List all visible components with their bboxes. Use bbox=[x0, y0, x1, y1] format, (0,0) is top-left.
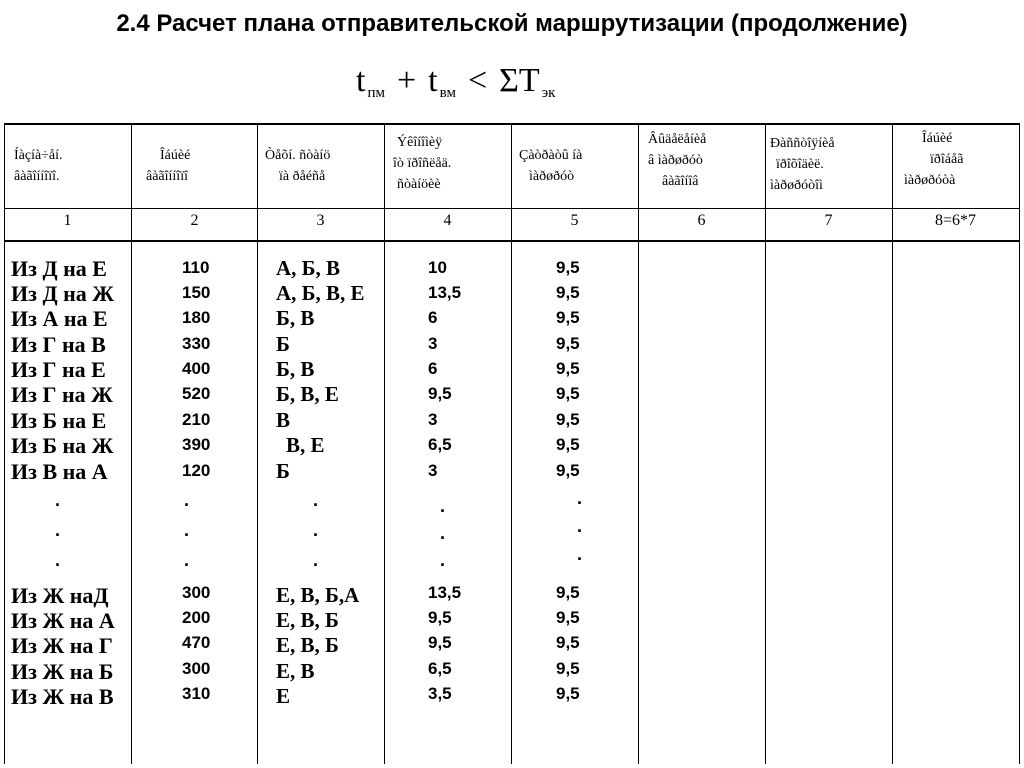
cell-cost: 9,5 bbox=[556, 461, 580, 480]
cell-cost: 9,5 bbox=[556, 608, 580, 627]
cell-stations: Б, В bbox=[276, 306, 315, 330]
cell-destination: Из Ж на Г bbox=[11, 633, 113, 658]
cell-volume: 110 bbox=[182, 258, 210, 277]
cell-economy: 6,5 bbox=[428, 659, 452, 678]
cell-stations: Б, В bbox=[276, 357, 315, 381]
col-number-2: 2 bbox=[190, 212, 199, 229]
cell-volume: 470 bbox=[182, 633, 211, 652]
cell-stations: Е, В, Б bbox=[276, 608, 339, 632]
table-row bbox=[0, 633, 1024, 659]
cell-economy: 9,5 bbox=[428, 633, 452, 652]
cell-stations: Е, В, Б bbox=[276, 633, 339, 657]
cell-stations: Е, В, Б,А bbox=[276, 583, 360, 607]
ellipsis-dot: . bbox=[440, 523, 446, 543]
formula-sum-t-ek: ΣТ $_{эк}$ bbox=[499, 62, 556, 101]
col-header-4: Ýêîíîìèÿ îò ïðîñëåä. ñòàíöèè bbox=[393, 135, 452, 192]
cell-stations: В, Е bbox=[286, 433, 325, 457]
table-row bbox=[0, 382, 1024, 408]
cell-stations: А, Б, В, Е bbox=[276, 281, 365, 305]
col-number-1: 1 bbox=[63, 212, 72, 229]
ellipsis-dot: . bbox=[577, 544, 583, 564]
cell-destination: Из Б на Ж bbox=[11, 433, 114, 458]
cell-stations: В bbox=[276, 408, 291, 432]
col-number-8: 8=6*7 bbox=[934, 212, 977, 229]
cell-destination: Из Д на Е bbox=[11, 256, 107, 281]
cell-economy: 6 bbox=[428, 308, 438, 327]
ellipsis-dot: . bbox=[440, 550, 446, 570]
table-row bbox=[0, 608, 1024, 634]
cell-stations: Б, В, Е bbox=[276, 382, 339, 406]
table-row bbox=[0, 357, 1024, 383]
col-number-6: 6 bbox=[697, 212, 706, 229]
cell-volume: 300 bbox=[182, 583, 211, 602]
cell-volume: 150 bbox=[182, 283, 211, 302]
table-border-top bbox=[4, 123, 1020, 125]
cell-volume: 180 bbox=[182, 308, 211, 327]
table-row bbox=[0, 281, 1024, 307]
formula bbox=[356, 62, 555, 112]
numbers-divider bbox=[4, 240, 1020, 242]
cell-cost: 9,5 bbox=[556, 410, 580, 429]
ellipsis-dot: . bbox=[440, 496, 446, 516]
cell-destination: Из Д на Ж bbox=[11, 281, 115, 306]
ellipsis-dot: . bbox=[577, 488, 583, 508]
cell-volume: 330 bbox=[182, 334, 211, 353]
col-header-6: Âûäåëåíèå â ìàðøðóò âàãîíîâ bbox=[648, 132, 707, 189]
cell-economy: 3 bbox=[428, 461, 438, 480]
cell-economy: 3 bbox=[428, 410, 438, 429]
formula-t-vm: t $_{вм}$ bbox=[428, 62, 456, 101]
ellipsis-dot: . bbox=[577, 516, 583, 536]
ellipsis-dot: . bbox=[184, 520, 190, 540]
cell-stations: Б bbox=[276, 459, 290, 483]
cell-economy: 9,5 bbox=[428, 608, 452, 627]
table-row bbox=[0, 433, 1024, 459]
table-row bbox=[0, 583, 1024, 609]
cell-cost: 9,5 bbox=[556, 359, 580, 378]
cell-destination: Из В на А bbox=[11, 459, 108, 484]
cell-destination: Из А на Е bbox=[11, 306, 108, 331]
table-row bbox=[0, 684, 1024, 710]
cell-volume: 300 bbox=[182, 659, 211, 678]
cell-volume: 520 bbox=[182, 384, 211, 403]
cell-cost: 9,5 bbox=[556, 308, 580, 327]
formula-t-pm: t $_{пм}$ bbox=[356, 62, 385, 101]
cell-volume: 210 bbox=[182, 410, 211, 429]
cell-destination: Из Г на Ж bbox=[11, 382, 113, 407]
table-row bbox=[0, 659, 1024, 685]
cell-economy: 13,5 bbox=[428, 583, 462, 602]
col-header-1: Íàçíà÷åí. âàãîííîïî. bbox=[14, 148, 63, 184]
formula-less-than: < bbox=[467, 62, 488, 99]
cell-volume: 400 bbox=[182, 359, 211, 378]
cell-destination: Из Ж на А bbox=[11, 608, 115, 633]
cell-cost: 9,5 bbox=[556, 384, 580, 403]
cell-volume: 200 bbox=[182, 608, 211, 627]
cell-volume: 310 bbox=[182, 684, 211, 703]
cell-economy: 3,5 bbox=[428, 684, 452, 703]
ellipsis-dot: . bbox=[313, 550, 319, 570]
table-row bbox=[0, 459, 1024, 485]
cell-destination: Из Г на В bbox=[11, 332, 106, 357]
cell-economy: 9,5 bbox=[428, 384, 452, 403]
cell-stations: Е, В bbox=[276, 659, 315, 683]
cell-cost: 9,5 bbox=[556, 633, 580, 652]
ellipsis-dot: . bbox=[313, 520, 319, 540]
cell-economy: 13,5 bbox=[428, 283, 462, 302]
cell-cost: 9,5 bbox=[556, 583, 580, 602]
table-row bbox=[0, 332, 1024, 358]
cell-stations: А, Б, В bbox=[276, 256, 341, 280]
cell-stations: Б bbox=[276, 332, 290, 356]
cell-economy: 3 bbox=[428, 334, 438, 353]
ellipsis-dot: . bbox=[313, 490, 319, 510]
col-number-5: 5 bbox=[570, 212, 579, 229]
cell-economy: 10 bbox=[428, 258, 447, 277]
ellipsis-dot: . bbox=[184, 550, 190, 570]
col-header-8: Îáúèé ïðîáåã ìàðøðóòà bbox=[904, 131, 964, 188]
cell-destination: Из Ж наД bbox=[11, 583, 109, 608]
cell-cost: 9,5 bbox=[556, 283, 580, 302]
cell-destination: Из Б на Е bbox=[11, 408, 107, 433]
table-row bbox=[0, 408, 1024, 434]
cell-cost: 9,5 bbox=[556, 659, 580, 678]
cell-volume: 120 bbox=[182, 461, 211, 480]
col-header-2: Îáúèé âàãîííîïî bbox=[146, 148, 191, 184]
cell-economy: 6,5 bbox=[428, 435, 452, 454]
ellipsis-dot: . bbox=[184, 490, 190, 510]
cell-cost: 9,5 bbox=[556, 684, 580, 703]
cell-stations: Е bbox=[276, 684, 291, 708]
col-number-7: 7 bbox=[824, 212, 833, 229]
ellipsis-dot: . bbox=[55, 550, 61, 570]
col-header-3: Òåõí. ñòàíö ïà ðåéñå bbox=[265, 148, 331, 184]
table-row bbox=[0, 306, 1024, 332]
ellipsis-dot: . bbox=[55, 490, 61, 510]
col-header-7: Ðàññòîÿíèå ïðîõîäèë. ìàðøðóòîì bbox=[770, 136, 835, 193]
col-header-5: Çàòðàòû íà ìàðøðóò bbox=[519, 148, 583, 184]
table-row bbox=[0, 256, 1024, 282]
cell-economy: 6 bbox=[428, 359, 438, 378]
ellipsis-dot: . bbox=[55, 520, 61, 540]
cell-destination: Из Ж на Б bbox=[11, 659, 114, 684]
cell-destination: Из Ж на В bbox=[11, 684, 114, 709]
formula-plus: + bbox=[396, 62, 417, 99]
cell-cost: 9,5 bbox=[556, 258, 580, 277]
cell-cost: 9,5 bbox=[556, 435, 580, 454]
cell-volume: 390 bbox=[182, 435, 211, 454]
col-number-4: 4 bbox=[443, 212, 452, 229]
col-number-3: 3 bbox=[316, 212, 325, 229]
cell-cost: 9,5 bbox=[556, 334, 580, 353]
cell-destination: Из Г на Е bbox=[11, 357, 106, 382]
page-title: 2.4 Расчет плана отправительской маршрутизации (продолжение) bbox=[116, 10, 908, 37]
